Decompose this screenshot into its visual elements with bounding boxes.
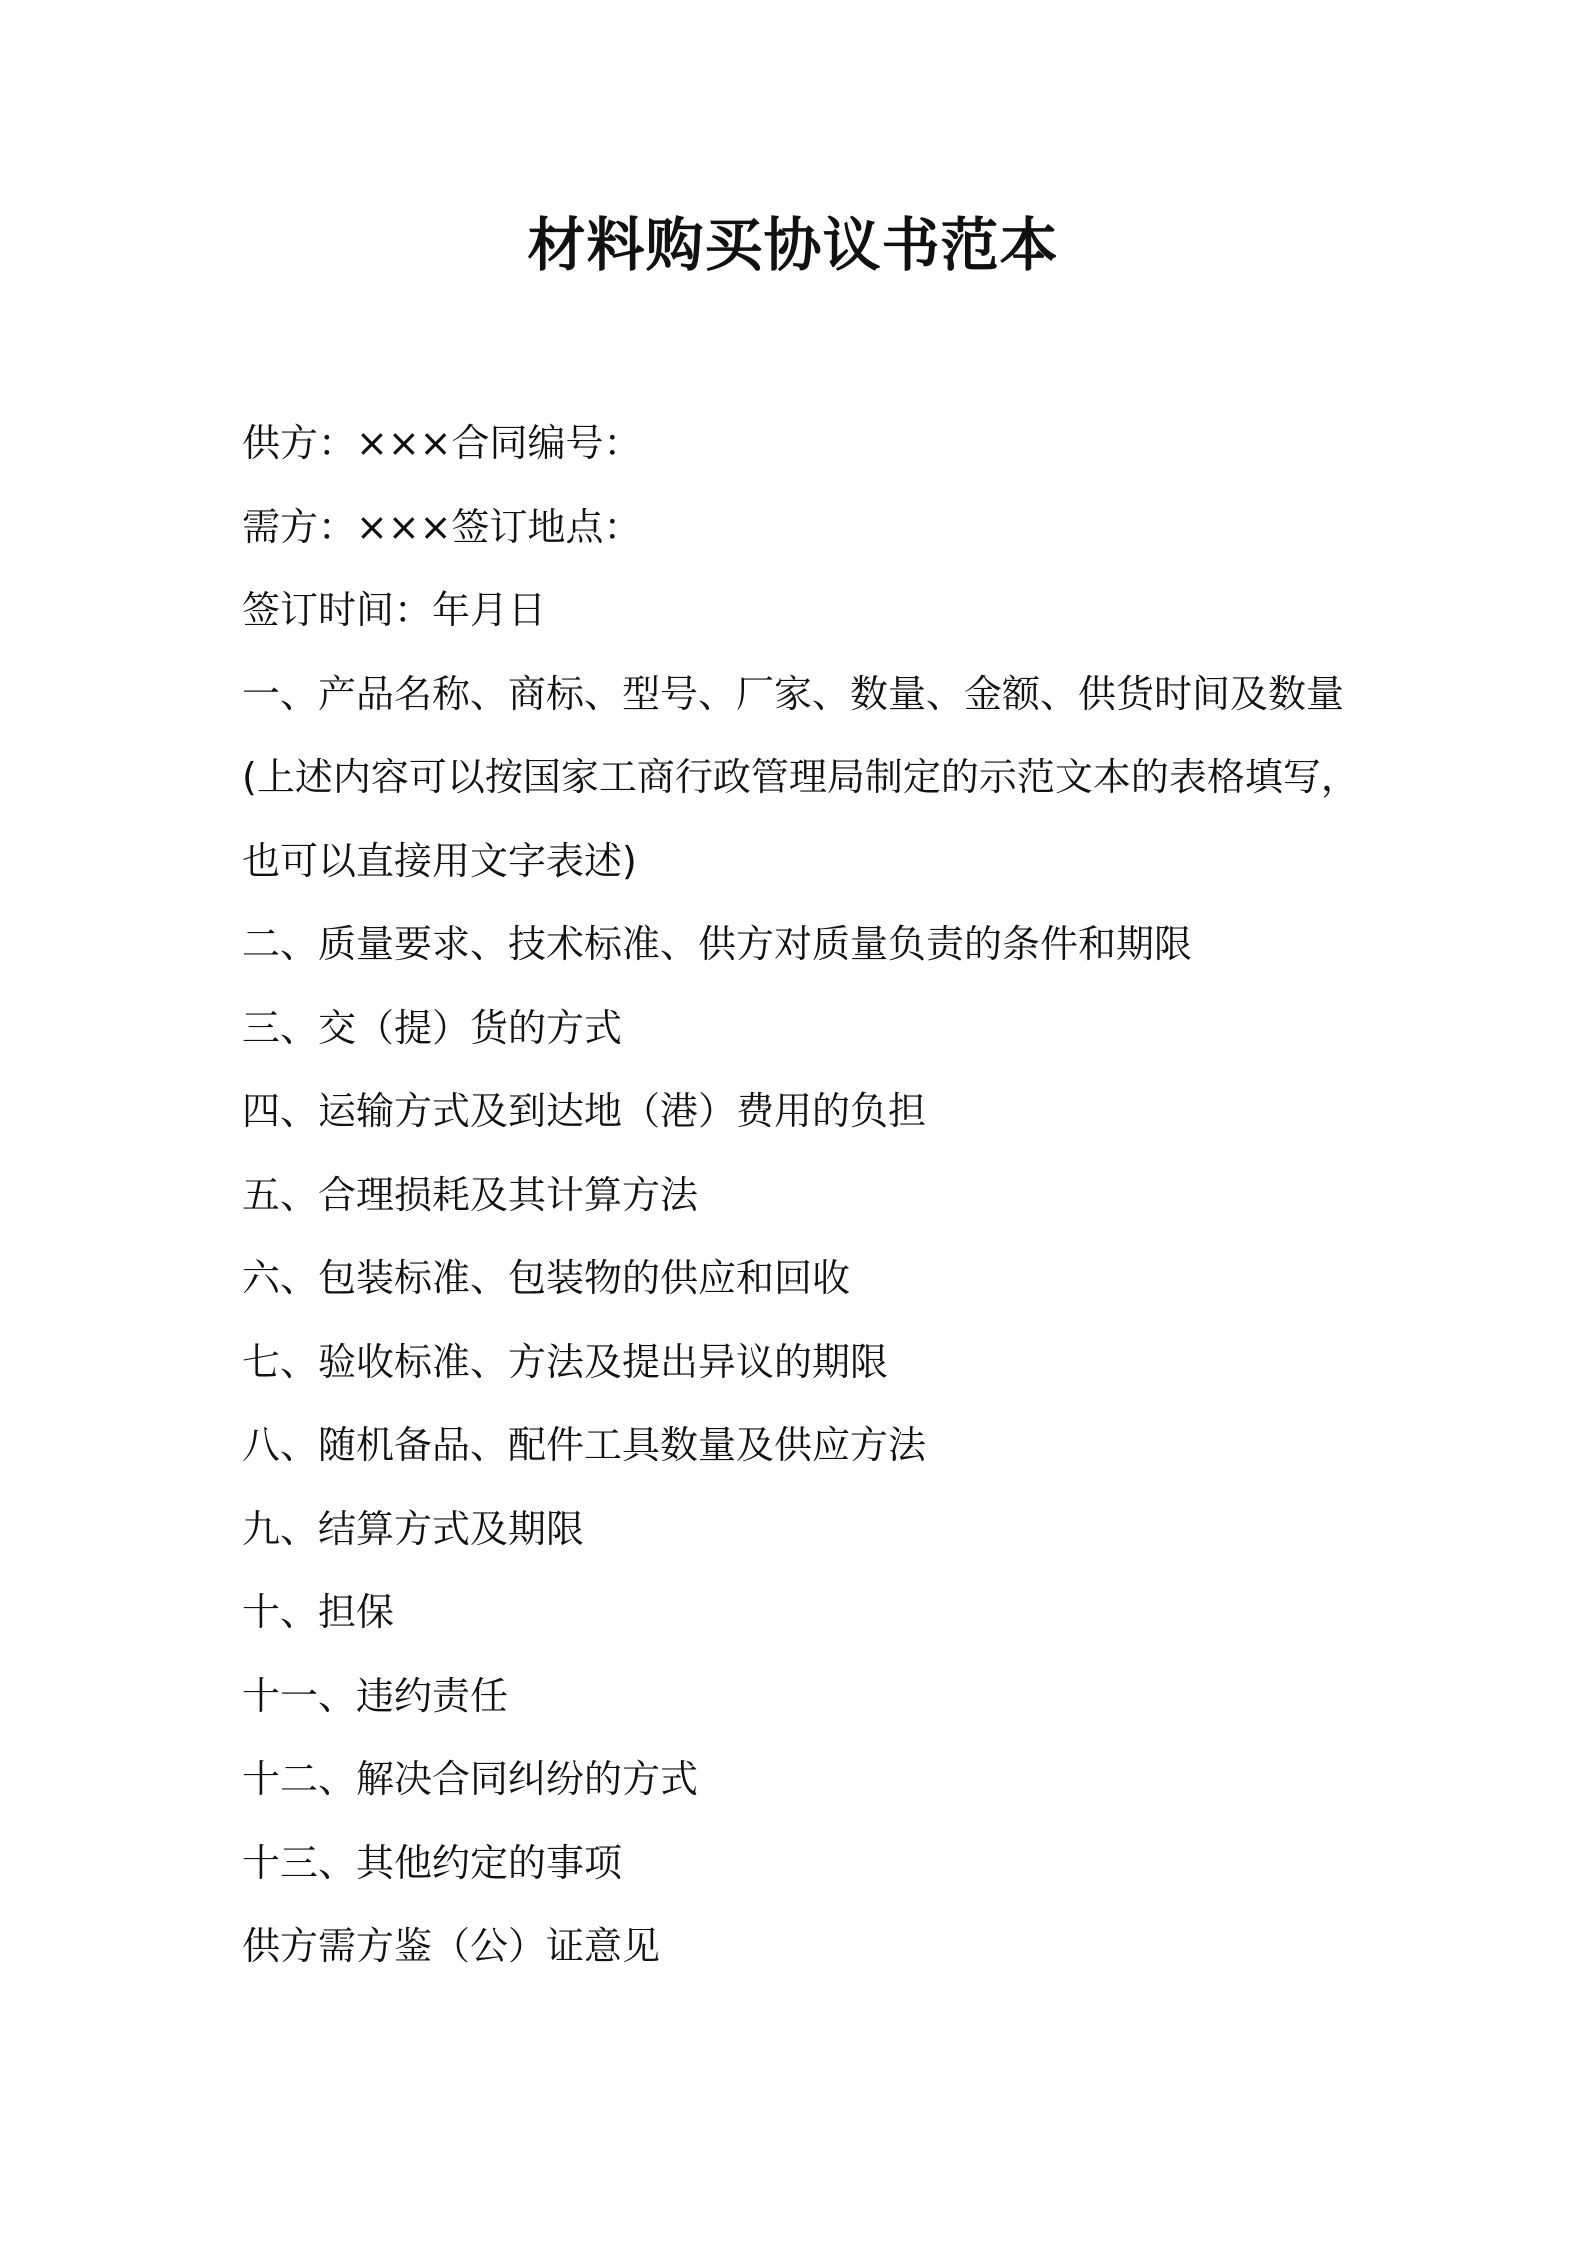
- supplier-line: 供方：×××合同编号：: [242, 421, 642, 465]
- buyer-line: 需方：×××签订地点：: [242, 504, 642, 549]
- signing-date-line: 签订时间：年月日: [242, 588, 547, 632]
- clause-7: 七、验收标准、方法及提出异议的期限: [242, 1339, 889, 1384]
- clause-10: 十、担保: [242, 1590, 395, 1634]
- clause-1: 一、产品名称、商标、型号、厂家、数量、金额、供货时间及数量: [242, 671, 1345, 716]
- clause-2: 二、质量要求、技术标准、供方对质量负责的条件和期限: [242, 922, 1193, 966]
- clause-1-note-continued: 也可以直接用文字表述): [242, 838, 637, 883]
- clause-1-note: (上述内容可以按国家工商行政管理局制定的示范文本的表格填写，: [242, 755, 1359, 799]
- clause-11: 十一、违约责任: [242, 1673, 509, 1718]
- clause-4: 四、运输方式及到达地（港）费用的负担: [242, 1089, 927, 1133]
- document-title: 材料购买协议书范本: [527, 211, 1059, 279]
- endorsement-line: 供方需方鉴（公）证意见: [242, 1924, 661, 1968]
- clause-9: 九、结算方式及期限: [242, 1506, 585, 1551]
- clause-6: 六、包装标准、包装物的供应和回收: [242, 1256, 851, 1300]
- clause-8: 八、随机备品、配件工具数量及供应方法: [242, 1423, 927, 1467]
- clause-12: 十二、解决合同纠纷的方式: [242, 1757, 699, 1801]
- document-body: [242, 402, 1362, 1989]
- clause-5: 五、合理损耗及其计算方法: [242, 1172, 699, 1217]
- clause-13: 十三、其他约定的事项: [242, 1840, 623, 1885]
- clause-3: 三、交（提）货的方式: [242, 1005, 623, 1050]
